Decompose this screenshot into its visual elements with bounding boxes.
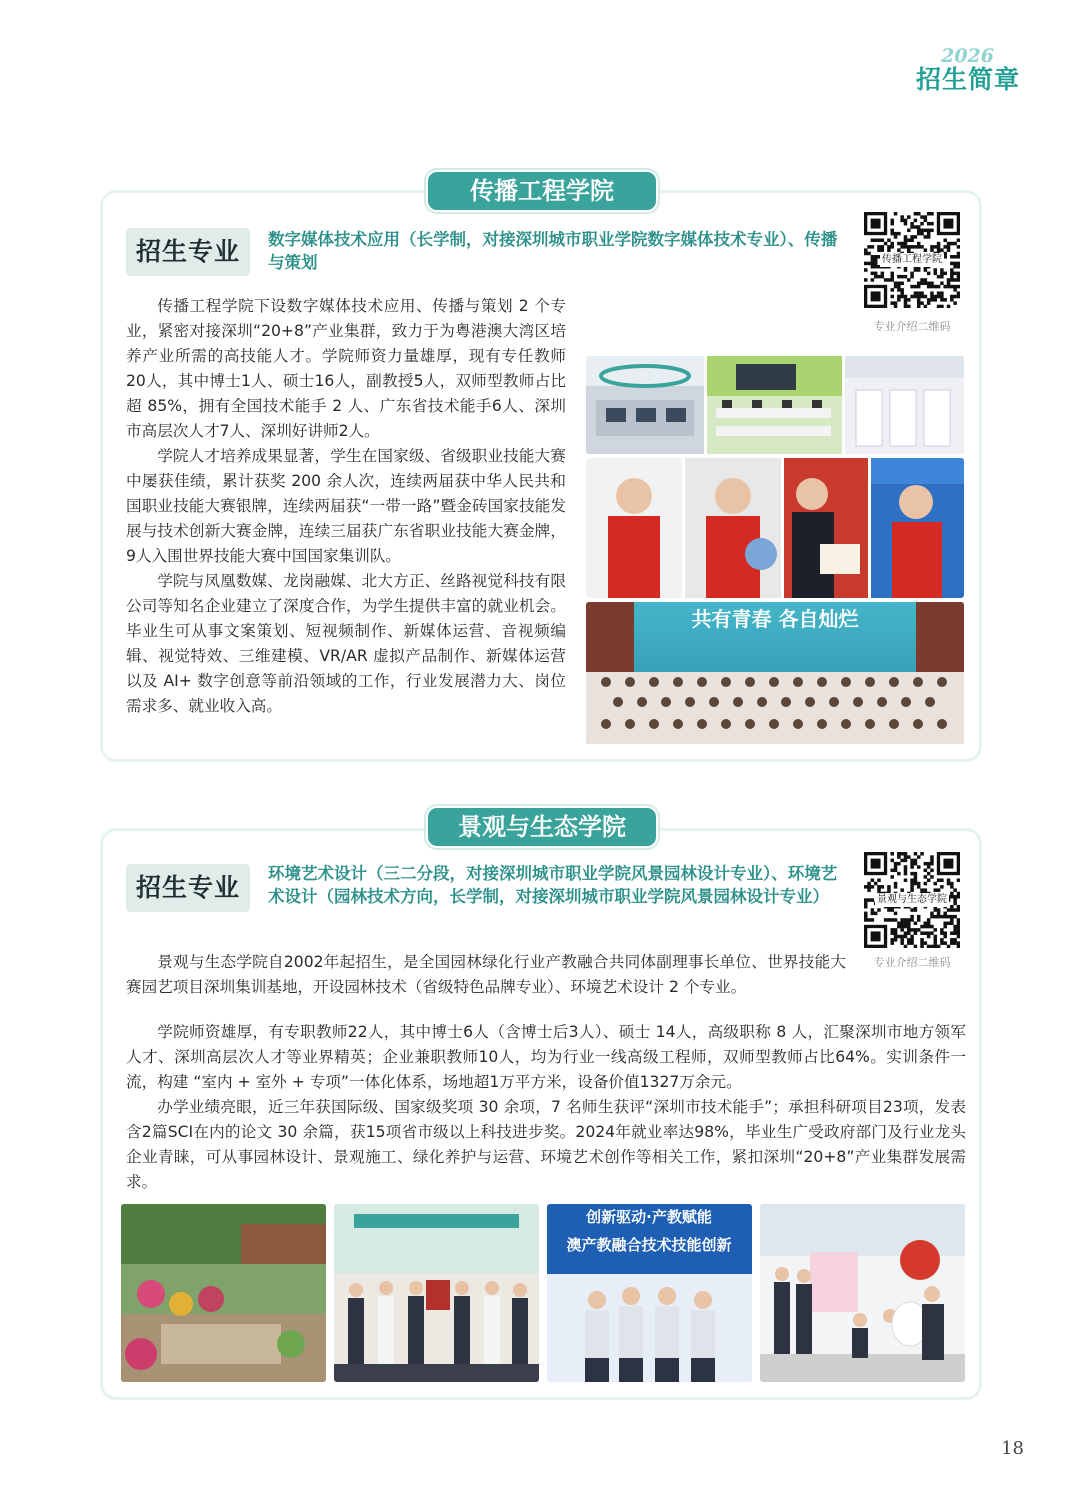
- qr-caption: 专业介绍二维码: [873, 956, 951, 969]
- paragraph: 传播工程学院下设数字媒体技术应用、传播与策划 2 个专业，紧密对接深圳“20+8”产业集群，致力于为粤港澳大湾区培养产业所需的高技能人才。学院师资力量雄厚，现有专任教师20人，其中博士1人、硕士16人，副教授5人，双师型教师占比超 85%，拥有全国技术能手 2 人、广东省技术能手6人、深圳市高层次人才7人、深圳好讲师2人。: [126, 297, 566, 440]
- photo-banner-text: 共有青春 各自灿烂: [691, 607, 859, 631]
- qr-code[interactable]: [864, 212, 960, 308]
- photo-garden: [121, 1204, 326, 1382]
- page-number: 18: [1001, 1438, 1024, 1459]
- paragraph: 学院人才培养成果显著，学生在国家级、省级职业技能大赛中屡获佳绩，累计获奖 200 余人次，连续两届获中华人民共和国职业技能大赛银牌，连续两届获“一带一路”暨金砖国家技能发展与技术创新大赛金牌，连续三届获广东省职业技能大赛金牌，9人入围世界技能大赛中国国家集训队。: [126, 447, 566, 565]
- majors-list: 数字媒体技术应用（长学制，对接深圳城市职业学院数字媒体技术专业）、传播与策划: [268, 230, 838, 272]
- section-description: [126, 950, 846, 1000]
- qr-caption: 专业介绍二维码: [873, 320, 951, 333]
- college-title: 景观与生态学院: [428, 808, 656, 846]
- photo-ceremony: [334, 1204, 539, 1382]
- qr-label: 景观与生态学院: [877, 894, 947, 905]
- photo-banner-text: 创新驱动·产教赋能: [586, 1208, 712, 1226]
- enrollment-majors-badge: 招生专业: [126, 864, 250, 912]
- photo-group-event: [586, 602, 964, 744]
- photo-training-labs: [586, 356, 964, 454]
- brand-year: 2026: [941, 45, 994, 67]
- photo-award-winners: [586, 458, 964, 598]
- college-title: 传播工程学院: [428, 172, 656, 210]
- paragraph: 景观与生态学院自2002年起招生，是全国园林绿化行业产教融合共同体副理事长单位、世界技能大赛园艺项目深圳集训基地，开设园林技术（省级特色品牌专业）、环境艺术设计 2 个专业。: [126, 953, 846, 996]
- photo-banner-subtext: 澳产教融合技术技能创新: [566, 1236, 732, 1254]
- brand-logo: [910, 46, 1020, 102]
- brand-title: 招生简章: [915, 65, 1020, 94]
- photo-student-activity: [760, 1204, 965, 1382]
- photo-competition: [547, 1204, 752, 1382]
- paragraph: 学院师资雄厚，有专职教师22人，其中博士6人（含博士后3人）、硕士 14人，高级职称 8 人，汇聚深圳市地方领军人才、深圳高层次人才等业界精英；企业兼职教师10人，均为行业一线高级工程师，双师型教师占比64%。实训条件一流，构建 “室内 + 室外 + 专项”一体化体系，场地超1万平方米，设备价值1327万余元。: [126, 1023, 966, 1091]
- majors-list: 环境艺术设计（三二分段，对接深圳城市职业学院风景园林设计专业）、环境艺术设计（园林技术方向，长学制，对接深圳城市职业学院风景园林设计专业）: [268, 864, 838, 906]
- paragraph: 办学业绩亮眼，近三年获国际级、国家级奖项 30 余项，7 名师生获评“深圳市技术能手”；承担科研项目23项，发表含2篇SCI在内的论文 30 余篇，获15项省市级以上科技进步奖。2024年就业率达98%，毕业生广受政府部门及行业龙头企业青睐，可从事园林设计、景观施工、绿化养护与运营、环境艺术创作等相关工作，紧扣深圳“20+8”产业集群发展需求。: [126, 1098, 966, 1191]
- qr-label: 传播工程学院: [882, 254, 942, 265]
- paragraph: 学院与凤凰数媒、龙岗融媒、北大方正、丝路视觉科技有限公司等知名企业建立了深度合作，为学生提供丰富的就业机会。毕业生可从事文案策划、短视频制作、新媒体运营、音视频编辑、视觉特效、三维建模、VR/AR 虚拟产品制作、新媒体运营以及 AI+ 数字创意等前沿领域的工作，行业发展潜力大、岗位需求多、就业收入高。: [126, 572, 566, 715]
- enrollment-majors-badge: 招生专业: [126, 228, 250, 276]
- qr-code[interactable]: [864, 852, 960, 948]
- section-description: [126, 294, 566, 719]
- section-description: [126, 1020, 966, 1195]
